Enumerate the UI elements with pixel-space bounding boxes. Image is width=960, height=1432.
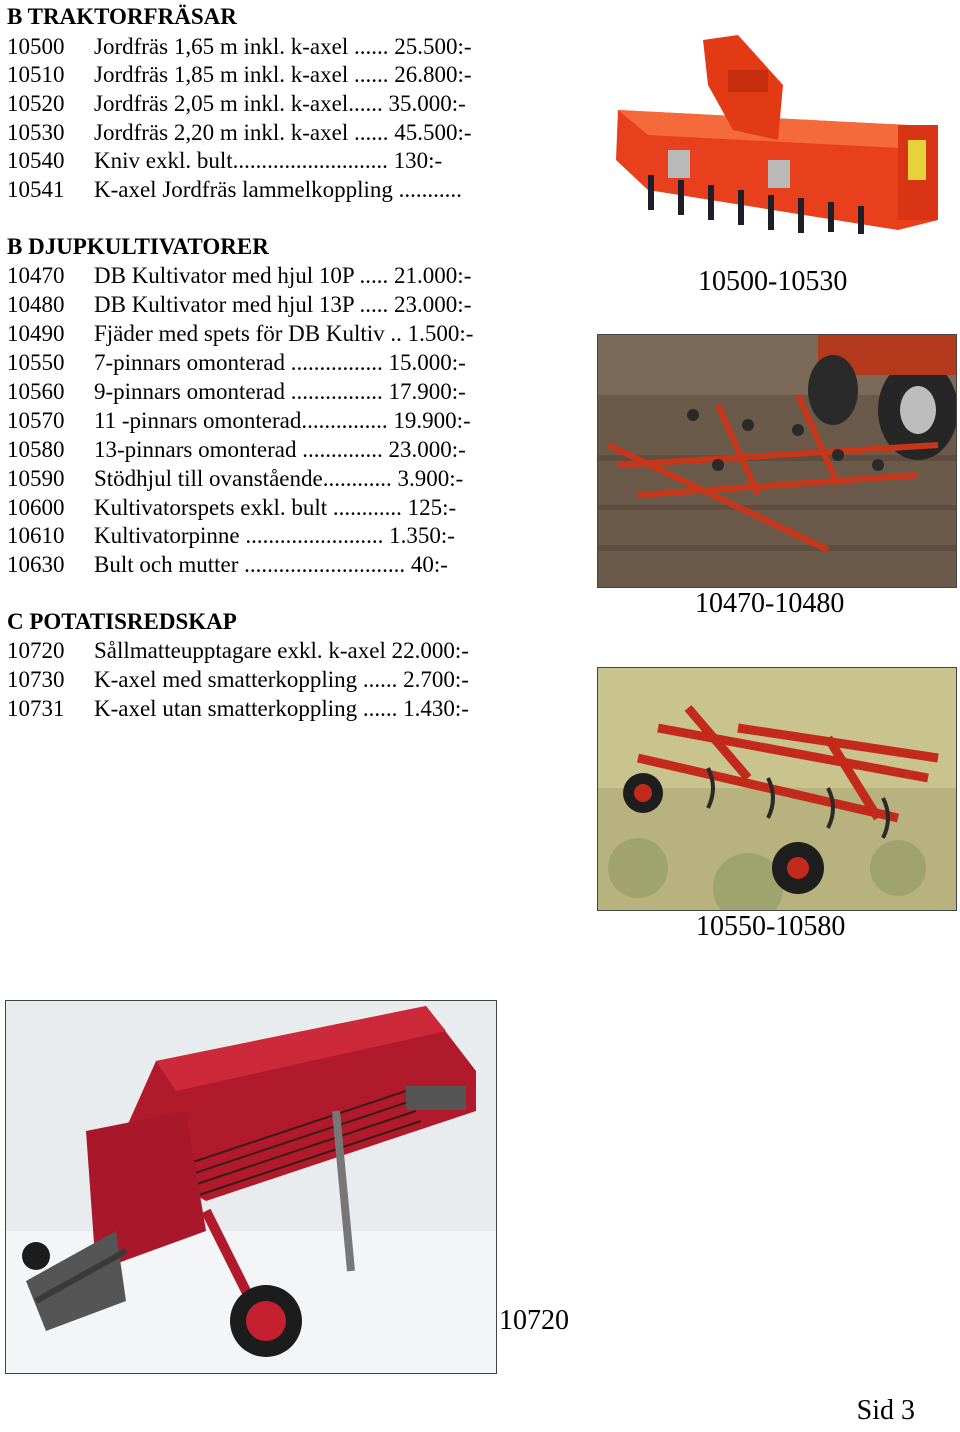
item-code: 10720: [7, 638, 65, 663]
item-code: 10541: [7, 177, 65, 202]
item-text: Bult och mutter ............................ 40:-: [94, 552, 448, 577]
item-text: K-axel Jordfräs lammelkoppling ...........: [94, 177, 462, 202]
item-text: Jordfräs 1,85 m inkl. k-axel ...... 26.800:-: [94, 62, 472, 87]
item-text: Sållmatteupptagare exkl. k-axel 22.000:-: [94, 638, 469, 663]
page-number: Sid 3: [856, 1395, 915, 1426]
caption-potato-lifter: 10720: [499, 1305, 569, 1336]
section-title-traktorfrasar: B TRAKTORFRÄSAR: [7, 4, 237, 29]
item-text: 9-pinnars omonterad ................ 17.900:-: [94, 379, 466, 404]
section-title-potatisredskap: C POTATISREDSKAP: [7, 609, 237, 634]
caption-cultivator-grass: 10550-10580: [696, 911, 846, 942]
item-code: 10730: [7, 667, 65, 692]
potato-lifter-photo: [5, 1000, 497, 1374]
item-code: 10731: [7, 696, 65, 721]
item-code: 10550: [7, 350, 65, 375]
item-text: Kultivatorpinne ........................ 1.350:-: [94, 523, 455, 548]
cultivator-field-photo: [597, 334, 957, 588]
item-code: 10510: [7, 62, 65, 87]
item-text: 7-pinnars omonterad ................ 15.000:-: [94, 350, 466, 375]
item-code: 10520: [7, 91, 65, 116]
item-code: 10480: [7, 292, 65, 317]
caption-cultivator-field: 10470-10480: [695, 588, 845, 619]
item-code: 10590: [7, 466, 65, 491]
item-text: Jordfräs 1,65 m inkl. k-axel ...... 25.500:-: [94, 34, 472, 59]
item-code: 10470: [7, 263, 65, 288]
item-text: Stödhjul till ovanstående............ 3.900:-: [94, 466, 464, 491]
item-text: 11 -pinnars omonterad............... 19.900:-: [94, 408, 471, 433]
item-text: Kultivatorspets exkl. bult ............ 125:-: [94, 495, 457, 520]
item-text: Jordfräs 2,20 m inkl. k-axel ...... 45.500:-: [94, 120, 472, 145]
item-text: Fjäder med spets för DB Kultiv .. 1.500:-: [94, 321, 474, 346]
cultivator-grass-photo: [597, 667, 957, 911]
item-code: 10610: [7, 523, 65, 548]
item-text: DB Kultivator med hjul 10P ..... 21.000:-: [94, 263, 472, 288]
item-text: Jordfräs 2,05 m inkl. k-axel...... 35.000:-: [94, 91, 466, 116]
item-code: 10580: [7, 437, 65, 462]
item-code: 10530: [7, 120, 65, 145]
rotavator-photo: [608, 30, 948, 245]
caption-rotavator: 10500-10530: [698, 266, 848, 297]
item-text: Kniv exkl. bult........................... 130:-: [94, 148, 443, 173]
item-text: K-axel med smatterkoppling ...... 2.700:-: [94, 667, 469, 692]
item-code: 10560: [7, 379, 65, 404]
item-text: 13-pinnars omonterad .............. 23.000:-: [94, 437, 466, 462]
item-code: 10540: [7, 148, 65, 173]
item-text: DB Kultivator med hjul 13P ..... 23.000:-: [94, 292, 472, 317]
item-code: 10500: [7, 34, 65, 59]
item-code: 10600: [7, 495, 65, 520]
item-code: 10490: [7, 321, 65, 346]
section-title-djupkultivatorer: B DJUPKULTIVATORER: [7, 234, 269, 259]
item-code: 10630: [7, 552, 65, 577]
item-text: K-axel utan smatterkoppling ...... 1.430:-: [94, 696, 469, 721]
item-code: 10570: [7, 408, 65, 433]
